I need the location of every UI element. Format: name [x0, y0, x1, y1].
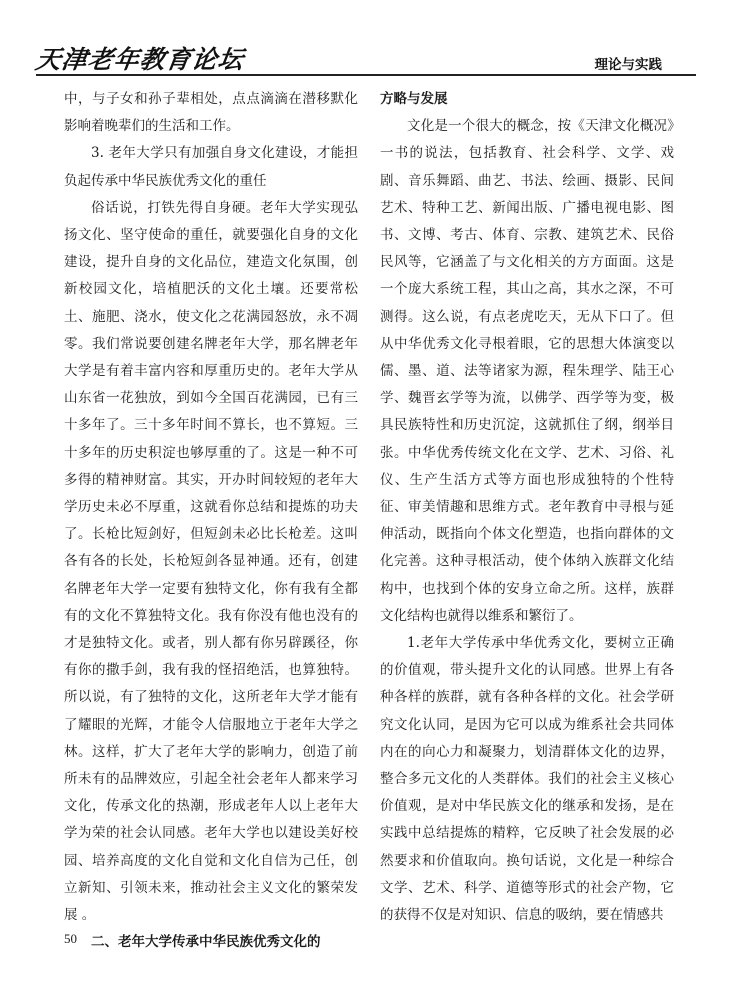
paragraph-value-identity: 1.老年大学传承中华优秀文化，要树立正确的价值观，带头提升文化的认同感。世界上有各种各样的族群，就有各种各样的文化。社会学研究文化认同，是因为它可以成为维系社会共同体内在的向心力和凝聚力，划清群体文化的边界，整合多元文化的人类群体。我们的社会主义核心价值观，是对中华民族文化的继承和发扬，是在实践中总结提炼的精粹，它反映了社会发展的必然要求和价值取向。换句话说，文化是一种综合文学、艺术、科学、道德等形式的社会产物，它的获得不仅是对知识、信息的吸纳，要在情感共: [380, 635, 674, 924]
left-column: [64, 86, 358, 957]
paragraph-culture-concept: 文化是一个很大的概念，按《天津文化概况》一书的说法，包括教育、社会科学、文学、戏剧、音乐舞蹈、曲艺、书法、绘画、摄影、民间艺术、特种工艺、新闻出版、广播电视电影、图书、文博、考古、体育、宗教、建筑艺术、民俗民风等，它涵盖了与文化相关的方方面面。这是一个庞大系统工程，其山之高，其水之深，不可测得。这么说，有点老虎吃天，无从下口了。但从中华优秀文化寻根着眼，它的思想大体演变以儒、墨、道、法等诸家为源，程朱理学、陆王心学、魏晋玄学等为流，以佛学、西学等为变，极具民族特性和历史沉淀，这就抓住了纲，纲举目张。中华优秀传统文化在文学、艺术、习俗、礼仪、生产生活方式等方面也形成独特的个性特征、审美情趣和思维方式。老年教育中寻根与延伸活动，既指向个体文化塑造，也指向群体的文化完善。这种寻根活动，使个体纳入族群文化结构中，也找到个体的安身立命之所。这样，族群文化结构也就得以维系和繁衍了。: [380, 118, 674, 624]
right-column: [380, 86, 674, 929]
paragraph-culture-building: 俗话说，打铁先得自身硬。老年大学实现弘扬文化、坚守使命的重任，就要强化自身的文化建设，提升自身的文化品位，建造文化氛围，创新校园文化，培植肥沃的文化土壤。还要常松土、施肥、浇水，使文化之花满园怒放，永不凋零。我们常说要创建名牌老年大学，那名牌老年大学是有着丰富内容和厚重历史的。老年大学从山东省一花独放，到如今全国百花满园，已有三十多年了。三十多年时间不算长，也不算短。三十多年的历史积淀也够厚重的了。这是一种不可多得的精神财富。其实，开办时间较短的老年大学历史未必不厚重，这就看你总结和提炼的功夫了。长枪比短剑好，但短剑未必比长枪差。这叫各有各的长处，长枪短剑各显神通。还有，创建名牌老年大学一定要有独特文化，你有我有全都有的文化不算独特文化。我有你没有他也没有的才是独特文化。或者，别人都有你另辟蹊径，你有你的撒手剑，我有我的怪招绝活，也算独特。所以说，有了独特的文化，这所老年大学才能有了耀眼的光辉，才能令人信服地立于老年大学之林。这样，扩大了老年大学的影响力，创造了前所未有的品牌效应，引起全社会老年人都来学习文化，传承文化的热潮，形成老年人以上老年大学为荣的社会认同感。老年大学也以建设美好校园、培养高度的文化自觉和文化自信为己任，创立新知、引领未来，推动社会主义文化的繁荣发展 。: [64, 199, 358, 924]
masthead-logo: 天津老年教育论坛: [33, 45, 246, 74]
section-label: 理论与实践: [594, 57, 662, 73]
subheading-point-3: 3. 老年大学只有加强自身文化建设，才能担负起传承中华民族优秀文化的重任: [64, 145, 358, 189]
header-divider: [36, 74, 696, 76]
paragraph-continued: 中，与子女和孙子辈相处，点点滴滴在潜移默化影响着晚辈们的生活和工作。: [64, 91, 358, 135]
page-header: [0, 0, 730, 80]
section-heading-part-2: 方略与发展: [380, 91, 448, 107]
page-number: 50: [64, 931, 77, 946]
section-heading-part-1: 二、老年大学传承中华民族优秀文化的: [91, 934, 321, 951]
